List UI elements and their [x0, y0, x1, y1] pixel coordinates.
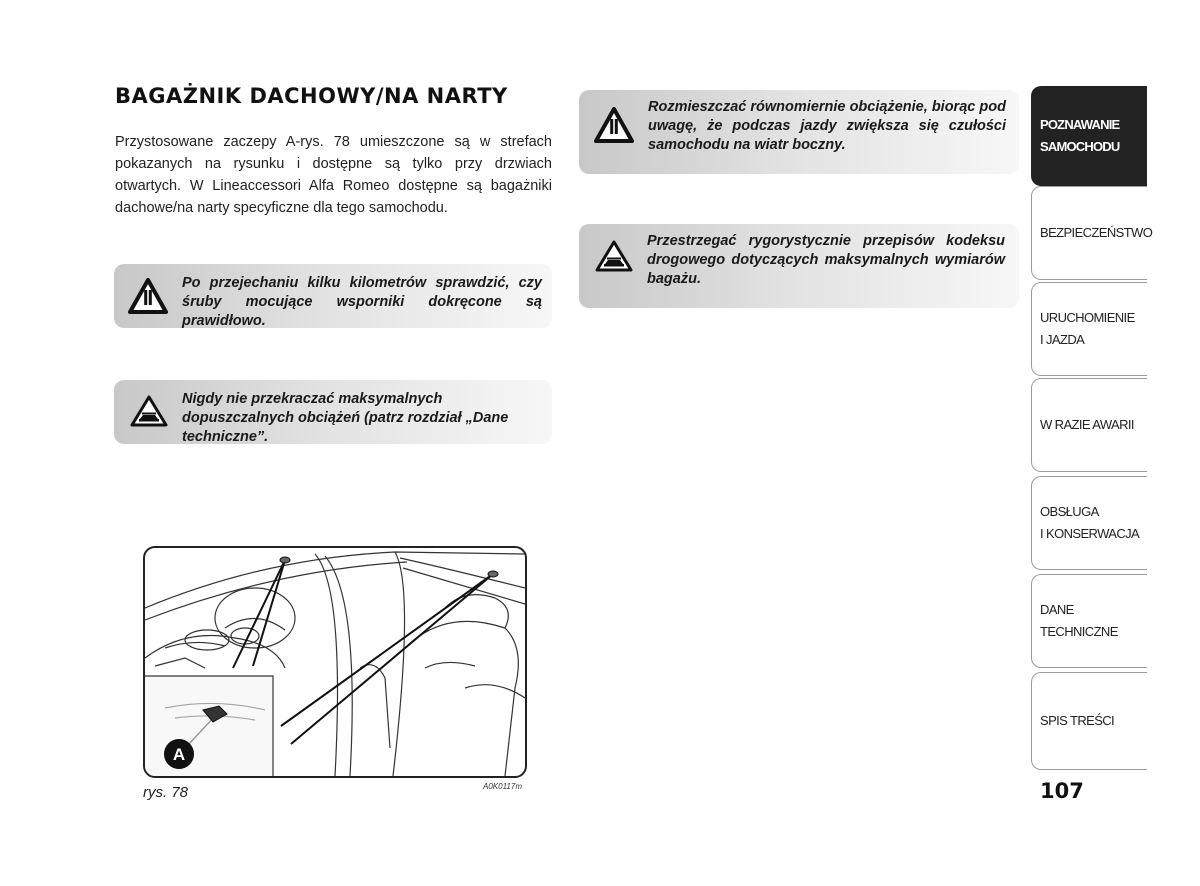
section-title: BAGAŻNIK DACHOWY/NA NARTY [115, 84, 508, 108]
tab-bezpieczenstwo[interactable] [1031, 186, 1153, 280]
figure-caption: rys. 78 [143, 784, 189, 801]
tab-spis-tresci[interactable] [1031, 672, 1147, 770]
warning-box-load [114, 380, 552, 444]
roof-rack-illustration [145, 548, 525, 776]
warning-exclamation-icon [128, 278, 168, 314]
tab-label: DANE TECHNICZNE [1040, 602, 1118, 639]
warning-text: Po przejechaniu kilku kilometrów sprawdzić, czy śruby mocujące wsporniki dokręcone są prawidłowo. [182, 275, 542, 329]
figure-code: A0K0117m [483, 782, 522, 791]
tab-w-razie-awarii[interactable] [1031, 378, 1147, 472]
tab-label: W RAZIE AWARII [1040, 417, 1134, 432]
warning-text: Rozmieszczać równomiernie obciążenie, biorąc pod uwagę, że podczas jazdy zwiększa się czułości samochodu na wiatr boczny. [648, 99, 1006, 153]
warning-text: Nigdy nie przekraczać maksymalnych dopuszczalnych obciążeń (patrz rozdział „Dane techniczne”. [182, 391, 509, 445]
warning-exclamation-icon [594, 107, 634, 143]
tab-obsluga-i-konserwacja[interactable] [1031, 476, 1147, 570]
intro-paragraph: Przystosowane zaczepy A-rys. 78 umieszczone są w strefach pokazanych na rysunku i dostępne są tylko przy drzwiach otwartych. W Lineaccessori Alfa Romeo dostępne są bagażniki dachowe/na narty specyficzne dla tego samochodu. [115, 134, 552, 216]
warning-car-icon [595, 240, 633, 272]
tab-label: URUCHOMIENIE I JAZDA [1040, 310, 1135, 347]
warning-box-dimensions [579, 224, 1019, 308]
warning-box-distribution [579, 90, 1019, 174]
tab-label: OBSŁUGA I KONSERWACJA [1040, 504, 1140, 541]
warning-car-icon [130, 395, 168, 427]
roof-rack-figure [143, 546, 527, 778]
tab-label: POZNAWANIE SAMOCHODU [1040, 117, 1120, 154]
tab-dane-techniczne[interactable] [1031, 574, 1147, 668]
tab-label: BEZPIECZEŃSTWO [1040, 225, 1153, 240]
figure-label-a: A [172, 745, 186, 764]
warning-text: Przestrzegać rygorystycznie przepisów kodeksu drogowego dotyczących maksymalnych wymiarów bagażu. [647, 233, 1005, 287]
tab-uruchomienie-i-jazda[interactable] [1031, 282, 1147, 376]
tab-label: SPIS TREŚCI [1040, 713, 1115, 728]
page-number: 107 [1040, 779, 1084, 803]
warning-box-screws [114, 264, 552, 328]
tab-poznawanie-samochodu[interactable] [1031, 86, 1147, 186]
